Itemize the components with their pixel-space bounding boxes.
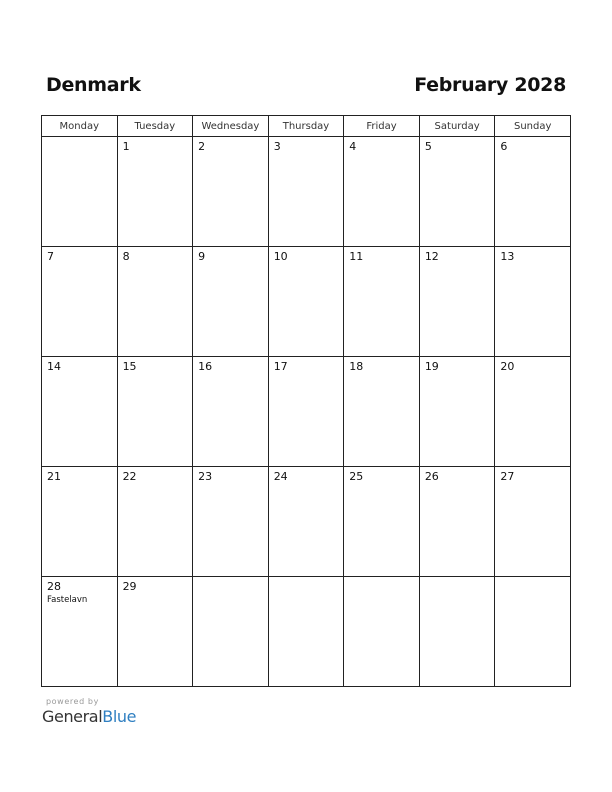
day-cell bbox=[117, 577, 193, 687]
weekday-header-row bbox=[42, 116, 571, 137]
week-row-3 bbox=[42, 357, 571, 467]
day-cell bbox=[42, 577, 118, 687]
day-number: 25 bbox=[349, 470, 364, 483]
calendar-grid bbox=[41, 115, 571, 687]
brand-blue-text: Blue bbox=[102, 707, 137, 726]
day-number: 19 bbox=[424, 360, 439, 373]
day-number: 3 bbox=[273, 140, 281, 153]
day-number: 2 bbox=[198, 140, 206, 153]
day-number: 20 bbox=[500, 360, 515, 373]
day-cell bbox=[268, 357, 344, 467]
day-cell bbox=[495, 357, 571, 467]
day-number bbox=[344, 577, 419, 581]
day-number: 9 bbox=[198, 250, 206, 263]
day-number: 5 bbox=[424, 140, 432, 153]
day-cell bbox=[419, 577, 495, 687]
day-cell bbox=[419, 137, 495, 247]
day-number: 16 bbox=[198, 360, 213, 373]
weekday-thursday: Thursday bbox=[268, 116, 344, 137]
weekday-wednesday: Wednesday bbox=[193, 116, 269, 137]
day-cell bbox=[117, 137, 193, 247]
weekday-saturday: Saturday bbox=[419, 116, 495, 137]
day-number: 15 bbox=[122, 360, 137, 373]
day-number: 24 bbox=[273, 470, 288, 483]
day-cell bbox=[419, 357, 495, 467]
day-cell bbox=[193, 137, 269, 247]
day-number bbox=[495, 577, 570, 581]
day-cell bbox=[344, 247, 420, 357]
day-cell bbox=[344, 467, 420, 577]
day-cell bbox=[419, 467, 495, 577]
week-row-1 bbox=[42, 137, 571, 247]
day-number: 26 bbox=[424, 470, 439, 483]
day-number: 8 bbox=[122, 250, 130, 263]
day-number: 18 bbox=[349, 360, 364, 373]
day-cell bbox=[344, 357, 420, 467]
day-number bbox=[420, 577, 495, 581]
day-cell bbox=[495, 247, 571, 357]
day-number: 7 bbox=[47, 250, 54, 263]
week-row-2 bbox=[42, 247, 571, 357]
day-number: 12 bbox=[424, 250, 439, 263]
day-number: 6 bbox=[500, 140, 508, 153]
day-number bbox=[269, 577, 344, 581]
day-number: 28 bbox=[47, 580, 61, 593]
day-cell bbox=[117, 467, 193, 577]
day-number: 23 bbox=[198, 470, 213, 483]
day-cell bbox=[42, 137, 118, 247]
day-number bbox=[42, 137, 117, 141]
day-number: 10 bbox=[273, 250, 288, 263]
footer-branding bbox=[42, 697, 136, 726]
day-cell bbox=[495, 467, 571, 577]
weekday-sunday: Sunday bbox=[495, 116, 571, 137]
week-row-5 bbox=[42, 577, 571, 687]
day-cell bbox=[495, 577, 571, 687]
day-cell bbox=[419, 247, 495, 357]
day-number bbox=[193, 577, 268, 581]
week-row-4 bbox=[42, 467, 571, 577]
calendar-header bbox=[46, 72, 566, 98]
day-number: 17 bbox=[273, 360, 288, 373]
day-cell bbox=[42, 467, 118, 577]
day-cell bbox=[495, 137, 571, 247]
month-title: February 2028 bbox=[414, 74, 566, 96]
day-cell bbox=[193, 357, 269, 467]
day-number: 21 bbox=[47, 470, 61, 483]
powered-by-label: powered by bbox=[46, 697, 99, 706]
country-title: Denmark bbox=[46, 74, 141, 96]
brand-general-text: General bbox=[42, 707, 103, 726]
day-cell bbox=[268, 247, 344, 357]
day-number: 1 bbox=[122, 140, 130, 153]
day-cell bbox=[117, 357, 193, 467]
day-cell bbox=[344, 137, 420, 247]
weekday-tuesday: Tuesday bbox=[117, 116, 193, 137]
day-cell bbox=[117, 247, 193, 357]
holiday-label: Fastelavn bbox=[47, 595, 88, 605]
generalblue-logo bbox=[42, 707, 136, 726]
day-number: 29 bbox=[122, 580, 137, 593]
weekday-monday: Monday bbox=[42, 116, 118, 137]
weekday-friday: Friday bbox=[344, 116, 420, 137]
day-number: 27 bbox=[500, 470, 515, 483]
day-number: 13 bbox=[500, 250, 515, 263]
day-number: 4 bbox=[349, 140, 357, 153]
day-number: 22 bbox=[122, 470, 137, 483]
day-cell bbox=[42, 247, 118, 357]
day-cell bbox=[193, 577, 269, 687]
day-cell bbox=[42, 357, 118, 467]
day-number: 14 bbox=[47, 360, 61, 373]
day-cell bbox=[193, 467, 269, 577]
day-cell bbox=[268, 577, 344, 687]
day-cell bbox=[344, 577, 420, 687]
day-cell bbox=[268, 137, 344, 247]
day-cell bbox=[268, 467, 344, 577]
day-cell bbox=[193, 247, 269, 357]
day-number: 11 bbox=[349, 250, 364, 263]
